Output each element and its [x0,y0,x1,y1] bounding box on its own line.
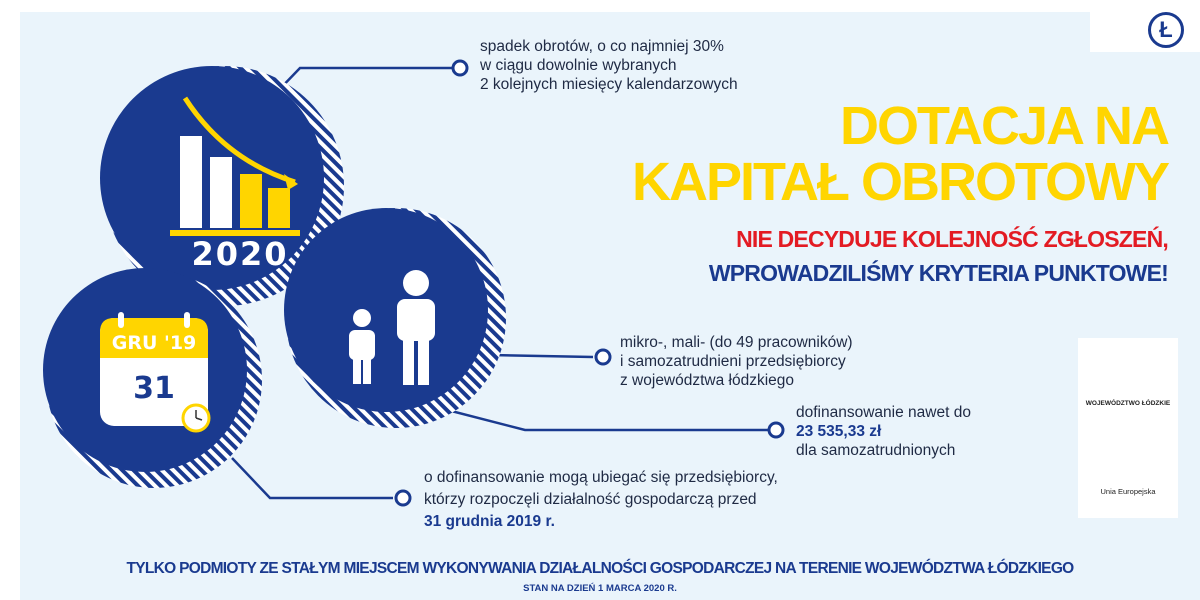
calendar-day: 31 [133,371,175,406]
callout-line: którzy rozpoczęli działalność gospodarczą przed [424,491,757,508]
callout-line: i samozatrudnieni przedsiębiorcy [620,353,846,370]
subtitle-navy: WPROWADZILIŚMY KRYTERIA PUNKTOWE! [708,260,1168,286]
callout-line: mikro-, mali- (do 49 pracowników) [620,334,853,351]
title-line-1: DOTACJA NA [840,96,1168,156]
title-line-2: KAPITAŁ OBROTOWY [632,152,1168,212]
callout-line: o dofinansowanie mogą ubiegać się przedsiębiorcy, [424,469,778,486]
callout-eligible-firms [620,333,853,390]
callout-line: w ciągu dowolnie wybranych [480,57,677,74]
callout-line: dofinansowanie nawet do [796,404,971,421]
callout-line: 2 kolejnych miesięcy kalendarzowych [480,76,738,93]
logo-card [1078,338,1178,518]
callout-line: dla samozatrudnionych [796,442,956,459]
brand-l-icon: Ł [1148,12,1184,48]
calendar-month: GRU '19 [111,332,197,354]
chart-year: 2020 [191,235,289,273]
callout-turnover-drop [480,37,738,94]
people-circle [284,208,506,428]
subtitle-red: NIE DECYDUJE KOLEJNOŚĆ ZGŁOSZEŃ, [736,226,1168,252]
callout-funding-amount [796,403,971,460]
main-title [632,98,1168,210]
footer-note: TYLKO PODMIOTY ZE STAŁYM MIEJSCEM WYKONYWANIA DZIAŁALNOŚCI GOSPODARCZEJ NA TERENIE WOJEWÓDZTWA ŁÓDZKIEGO [126,560,1074,577]
callout-line: spadek obrotów, o co najmniej 30% [480,38,724,55]
clock-icon [183,405,209,431]
eu-logo-label: Unia Europejska [1100,487,1156,496]
funding-amount: 23 535,33 zł [796,423,882,440]
region-logo-label: WOJEWÓDZTWO ŁÓDZKIE [1085,400,1171,407]
footer-date-note: STAN NA DZIEŃ 1 MARCA 2020 R. [523,583,677,594]
cutoff-date: 31 grudnia 2019 r. [424,513,555,530]
callout-start-date [424,467,778,533]
callout-line: z województwa łódzkiego [620,372,795,389]
